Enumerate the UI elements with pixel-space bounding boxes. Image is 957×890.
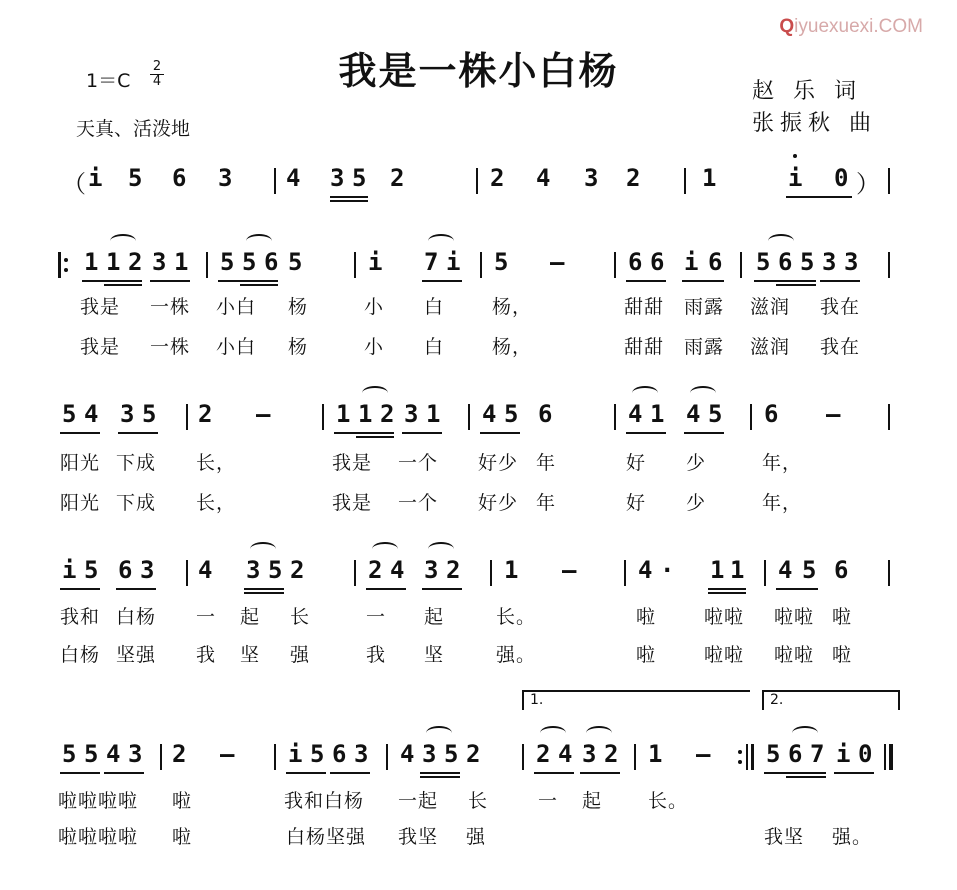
lyric: 强: [466, 826, 487, 848]
slur: [426, 726, 452, 740]
beam: [708, 592, 746, 594]
lyric: 坚强: [116, 644, 157, 666]
beam: [580, 772, 620, 774]
watermark-rest: iyuexuexi.COM: [794, 16, 923, 37]
note: 6: [538, 400, 553, 428]
note: 1: [730, 556, 745, 584]
song-title: 我是一株小白杨: [338, 49, 619, 93]
note: 1: [702, 164, 717, 192]
note: 5: [288, 248, 303, 276]
lyric: 起: [582, 790, 603, 812]
lyric: 我是: [332, 492, 373, 514]
lyric: 阳光: [60, 452, 101, 474]
note: 3: [822, 248, 837, 276]
lyric: 年: [536, 492, 557, 514]
note: 5: [310, 740, 325, 768]
note: 0: [858, 740, 873, 768]
lyric: 滋润: [750, 336, 791, 358]
note: 5: [766, 740, 781, 768]
lyric: 滋润: [750, 296, 791, 318]
time-denominator: 4: [150, 74, 164, 89]
lyric: 白: [424, 336, 445, 358]
lyric: 啦: [172, 790, 193, 812]
lyric: 杨，: [492, 296, 533, 318]
repeat-end-bar-thick: [751, 744, 754, 770]
barline: [522, 744, 524, 770]
lyric: 啦啦: [704, 606, 745, 628]
note: 3: [404, 400, 419, 428]
lyric: 一: [196, 606, 217, 628]
beam: [366, 588, 406, 590]
intro-close-paren: ）: [856, 170, 880, 198]
note: 5: [84, 556, 99, 584]
barline: [888, 560, 890, 586]
slur: [586, 726, 612, 740]
lyric: 长，: [196, 452, 237, 474]
beam: [786, 776, 826, 778]
barline: [614, 404, 616, 430]
note: 5: [800, 248, 815, 276]
note: 6: [172, 164, 187, 192]
barline: [476, 168, 478, 194]
beam: [104, 772, 144, 774]
note: 5: [504, 400, 519, 428]
note: 6: [118, 556, 133, 584]
note: 3: [120, 400, 135, 428]
time-numerator: 2: [152, 59, 162, 74]
note: 5: [444, 740, 459, 768]
beam: [420, 776, 460, 778]
barline: [888, 404, 890, 430]
note: 4: [638, 556, 653, 584]
lyrics-line-4-verse-2: [0, 822, 957, 882]
beam: [330, 196, 368, 198]
beam: [218, 280, 278, 282]
slur: [250, 542, 276, 556]
barline: [354, 252, 356, 278]
lyric: 下成: [116, 492, 157, 514]
note: 5: [220, 248, 235, 276]
lyric: 我是: [80, 296, 121, 318]
beam: [834, 772, 874, 774]
note: 6: [788, 740, 803, 768]
repeat-dot: [64, 258, 68, 262]
note: 4: [536, 164, 551, 192]
note: 1: [358, 400, 373, 428]
lyric: 长，: [196, 492, 237, 514]
lyric: 年，: [762, 452, 803, 474]
note: i: [446, 248, 461, 276]
lyric: 我坚: [398, 826, 439, 848]
note: 1: [504, 556, 519, 584]
lyric: 啦啦啦啦: [58, 790, 139, 812]
lyric: 我: [366, 644, 387, 666]
note: 5: [128, 164, 143, 192]
barline: [354, 560, 356, 586]
slur: [632, 386, 658, 400]
lyric: 一个: [398, 452, 439, 474]
note: 5: [756, 248, 771, 276]
lyric: 坚: [240, 644, 261, 666]
repeat-start-bar: [58, 252, 61, 278]
beam: [82, 280, 142, 282]
slur: [792, 726, 818, 740]
barline: [186, 404, 188, 430]
slur: [110, 234, 136, 248]
note: 5: [242, 248, 257, 276]
beam: [240, 284, 278, 286]
lyric: 啦: [832, 644, 853, 666]
note: 1: [84, 248, 99, 276]
note: 2: [380, 400, 395, 428]
barline: [160, 744, 162, 770]
slur: [362, 386, 388, 400]
lyric: 少: [686, 452, 707, 474]
note: 4: [686, 400, 701, 428]
lyric: 起: [424, 606, 445, 628]
note: 4: [778, 556, 793, 584]
barline: [764, 560, 766, 586]
lyric: 一株: [150, 336, 191, 358]
beam: [764, 772, 826, 774]
note: i: [684, 248, 699, 276]
note: i: [88, 164, 103, 192]
note: 5: [84, 740, 99, 768]
beam: [60, 772, 100, 774]
barline: [274, 744, 276, 770]
final-bar-thick: [889, 744, 893, 770]
note: 2: [446, 556, 461, 584]
barline: [614, 252, 616, 278]
beam: [626, 432, 666, 434]
lyric: 杨: [288, 336, 309, 358]
beam: [116, 588, 156, 590]
note: 3: [218, 164, 233, 192]
lyric: 少: [686, 492, 707, 514]
note: 5: [142, 400, 157, 428]
lyric: 小白: [216, 336, 257, 358]
lyric: 强。: [496, 644, 537, 666]
note: 3: [422, 740, 437, 768]
note: 6: [708, 248, 723, 276]
note: 4: [482, 400, 497, 428]
note: 2: [390, 164, 405, 192]
note: 2: [172, 740, 187, 768]
lyric: 我和白杨: [284, 790, 365, 812]
barline: [206, 252, 208, 278]
note: i: [788, 164, 803, 192]
second-ending-label: 2.: [770, 692, 784, 708]
slur: [372, 542, 398, 556]
barline: [468, 404, 470, 430]
lyrics-line-2-verse-2: [0, 488, 957, 548]
note: 5: [62, 400, 77, 428]
notation-line-intro: [0, 164, 957, 224]
lyric: 下成: [116, 452, 157, 474]
slur: [768, 234, 794, 248]
barline: [186, 560, 188, 586]
repeat-dot: [738, 750, 742, 754]
lyric: 强。: [832, 826, 873, 848]
note: 5: [352, 164, 367, 192]
first-ending-label: 1.: [530, 692, 544, 708]
lyric: 阳光: [60, 492, 101, 514]
lyric: 啦: [172, 826, 193, 848]
beam: [480, 432, 520, 434]
note: 3: [140, 556, 155, 584]
slur: [428, 234, 454, 248]
lyric: 一: [366, 606, 387, 628]
lyric: 小: [364, 336, 385, 358]
lyric: 好: [626, 452, 647, 474]
lyric: 我是: [80, 336, 121, 358]
barline: [888, 168, 890, 194]
lyric: 起: [240, 606, 261, 628]
note: 6: [628, 248, 643, 276]
slur: [246, 234, 272, 248]
beam: [422, 588, 462, 590]
lyric: 我是: [332, 452, 373, 474]
note: i: [836, 740, 851, 768]
beam: [244, 588, 284, 590]
lyric: 小: [364, 296, 385, 318]
lyric: 我在: [820, 296, 861, 318]
final-bar: [884, 744, 886, 770]
barline: [634, 744, 636, 770]
note: 5: [268, 556, 283, 584]
repeat-dot: [738, 760, 742, 764]
lyric: 长: [290, 606, 311, 628]
beam: [786, 196, 852, 198]
note: 6: [764, 400, 779, 428]
second-ending-bracket: [762, 690, 900, 710]
beam: [820, 280, 860, 282]
lyric: 啦: [636, 606, 657, 628]
slur: [540, 726, 566, 740]
note: 2: [626, 164, 641, 192]
note: 2: [368, 556, 383, 584]
note: –: [562, 556, 577, 584]
note: 3: [584, 164, 599, 192]
note: 3: [330, 164, 345, 192]
lyric: 一株: [150, 296, 191, 318]
lyric: 长。: [648, 790, 689, 812]
beam: [356, 436, 394, 438]
note: 2: [604, 740, 619, 768]
note: 6: [650, 248, 665, 276]
note: 3: [152, 248, 167, 276]
lyric: 小白: [216, 296, 257, 318]
note: 5: [802, 556, 817, 584]
beam: [684, 432, 724, 434]
note: 4: [390, 556, 405, 584]
note: 1: [174, 248, 189, 276]
lyric: 啦啦: [704, 644, 745, 666]
note: 2: [128, 248, 143, 276]
lyric: 啦啦: [774, 644, 815, 666]
beam: [708, 588, 746, 590]
lyric: 一个: [398, 492, 439, 514]
note: –: [696, 740, 711, 768]
note: 3: [844, 248, 859, 276]
first-ending-bracket: [522, 690, 750, 710]
lyric: 白杨: [60, 644, 101, 666]
beam: [682, 280, 724, 282]
beam: [334, 432, 394, 434]
note: –: [550, 248, 565, 276]
lyric: 雨露: [684, 336, 725, 358]
note: 0: [834, 164, 849, 192]
beam: [244, 592, 284, 594]
note: i: [368, 248, 383, 276]
beam: [150, 280, 190, 282]
lyric: 杨，: [492, 336, 533, 358]
barline: [322, 404, 324, 430]
lyric: 白杨坚强: [286, 826, 367, 848]
barline: [480, 252, 482, 278]
tempo-marking: 天真、活泼地: [76, 118, 191, 140]
lyric: 啦啦: [774, 606, 815, 628]
lyric: 一起: [398, 790, 439, 812]
note: 3: [246, 556, 261, 584]
site-watermark: [779, 16, 923, 38]
beam: [330, 200, 368, 202]
time-signature: [150, 60, 164, 89]
lyric: 我: [196, 644, 217, 666]
lyric: 啦啦啦啦: [58, 826, 139, 848]
key-signature: 1＝C: [86, 70, 131, 92]
beam: [330, 772, 370, 774]
lyric: 白: [424, 296, 445, 318]
lyric: 好少: [478, 452, 519, 474]
note: 6: [332, 740, 347, 768]
barline: [624, 560, 626, 586]
note: 2: [198, 400, 213, 428]
barline: [490, 560, 492, 586]
lyric: 杨: [288, 296, 309, 318]
note: i: [62, 556, 77, 584]
note: 4: [106, 740, 121, 768]
slur: [428, 542, 454, 556]
note: 2: [290, 556, 305, 584]
lyric: 我在: [820, 336, 861, 358]
lyric: 雨露: [684, 296, 725, 318]
lyric: 好少: [478, 492, 519, 514]
note: 4: [628, 400, 643, 428]
note: 2: [536, 740, 551, 768]
beam: [534, 772, 574, 774]
lyric: 好: [626, 492, 647, 514]
barline: [684, 168, 686, 194]
barline: [750, 404, 752, 430]
note: 3: [582, 740, 597, 768]
fermata-dot: [793, 154, 797, 158]
lyric: 坚: [424, 644, 445, 666]
lyric: 一: [538, 790, 559, 812]
note: 4: [558, 740, 573, 768]
lyric: 年，: [762, 492, 803, 514]
note: –: [826, 400, 841, 428]
dotted-note: ·: [660, 556, 675, 584]
beam: [754, 280, 816, 282]
intro-open-paren: （: [62, 170, 86, 198]
lyric: 我坚: [764, 826, 805, 848]
note: 6: [264, 248, 279, 276]
lyricist-credit: 赵 乐 词: [752, 79, 862, 104]
note: 1: [648, 740, 663, 768]
beam: [776, 284, 816, 286]
note: 4: [198, 556, 213, 584]
note: 2: [490, 164, 505, 192]
beam: [422, 280, 462, 282]
barline: [386, 744, 388, 770]
barline: [888, 252, 890, 278]
note: 2: [466, 740, 481, 768]
note: 6: [778, 248, 793, 276]
note: 6: [834, 556, 849, 584]
slur: [690, 386, 716, 400]
lyric: 白杨: [116, 606, 157, 628]
beam: [104, 284, 142, 286]
note: 1: [426, 400, 441, 428]
beam: [286, 772, 326, 774]
lyric: 强: [290, 644, 311, 666]
note: i: [288, 740, 303, 768]
note: 4: [400, 740, 415, 768]
note: 7: [424, 248, 439, 276]
note: 3: [424, 556, 439, 584]
note: 5: [708, 400, 723, 428]
lyric: 甜甜: [624, 336, 665, 358]
note: 4: [84, 400, 99, 428]
note: 1: [106, 248, 121, 276]
note: –: [220, 740, 235, 768]
lyric: 啦: [636, 644, 657, 666]
note: 7: [810, 740, 825, 768]
lyric: 我和: [60, 606, 101, 628]
repeat-end-bar: [746, 744, 748, 770]
beam: [60, 588, 100, 590]
composer-credit: 张振秋 曲: [752, 111, 877, 136]
beam: [118, 432, 158, 434]
note: 3: [128, 740, 143, 768]
watermark-q: Q: [779, 16, 795, 37]
note: –: [256, 400, 271, 428]
note: 1: [710, 556, 725, 584]
lyric: 年: [536, 452, 557, 474]
barline: [274, 168, 276, 194]
note: 1: [650, 400, 665, 428]
lyrics-line-1-verse-2: [0, 332, 957, 392]
note: 5: [494, 248, 509, 276]
beam: [60, 432, 100, 434]
barline: [740, 252, 742, 278]
lyric: 长。: [496, 606, 537, 628]
repeat-dot: [64, 268, 68, 272]
beam: [626, 280, 666, 282]
note: 5: [62, 740, 77, 768]
note: 3: [354, 740, 369, 768]
note: 4: [286, 164, 301, 192]
lyric: 甜甜: [624, 296, 665, 318]
beam: [776, 588, 818, 590]
lyric: 啦: [832, 606, 853, 628]
beam: [420, 772, 460, 774]
beam: [402, 432, 442, 434]
lyric: 长: [468, 790, 489, 812]
note: 1: [336, 400, 351, 428]
